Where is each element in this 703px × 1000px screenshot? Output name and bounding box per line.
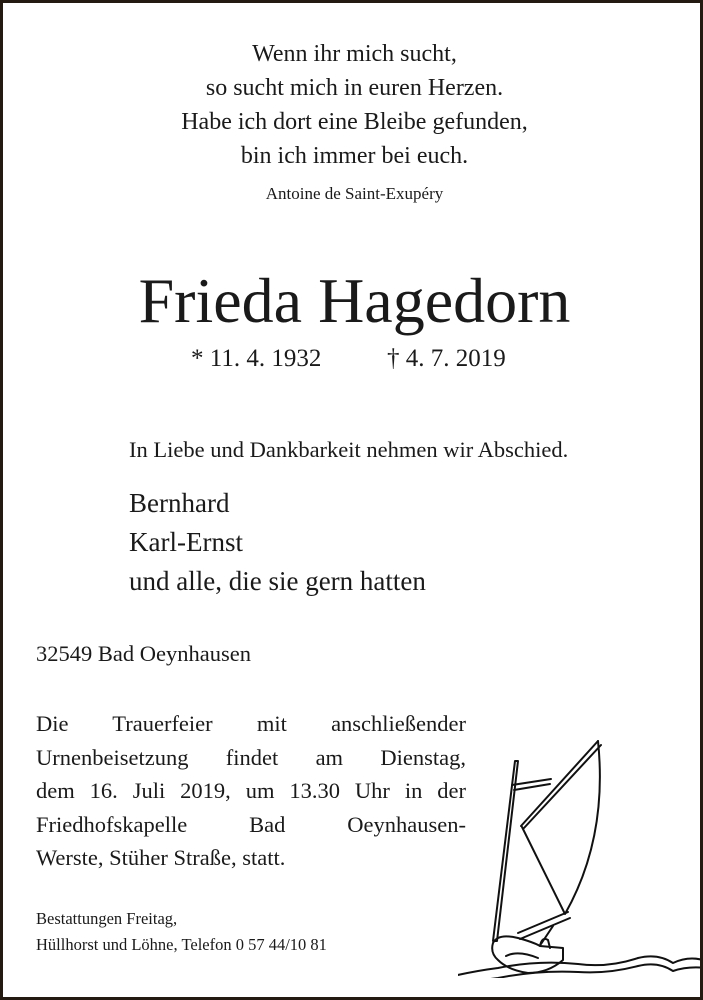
- mourners-list: [129, 484, 426, 601]
- sail: [522, 741, 600, 914]
- funeral-home: [36, 906, 327, 958]
- poem-quote: [3, 37, 703, 173]
- ceremony-line: Die Trauerfeier mit anschließender: [36, 711, 466, 736]
- funeral-home-contact: Hüllhorst und Löhne, Telefon 0 57 44/10 81: [36, 935, 327, 954]
- ceremony-info: [36, 707, 466, 875]
- quote-line: bin ich immer bei euch.: [240, 143, 469, 169]
- mourner: Bernhard: [129, 488, 230, 518]
- ceremony-line: Friedhofskapelle Bad Oeynhausen-: [36, 811, 466, 837]
- sailboat-illustration: [458, 728, 703, 978]
- death-date: † 4. 7. 2019: [387, 345, 506, 372]
- quote-line: Wenn ihr mich sucht,: [252, 41, 457, 67]
- ceremony-line: dem 16. Juli 2019, um 13.30 Uhr in der: [36, 778, 466, 803]
- mourner: und alle, die sie gern hatten: [129, 566, 426, 596]
- mourner: Karl-Ernst: [129, 527, 243, 557]
- quote-line: Habe ich dort eine Bleibe gefunden,: [181, 109, 528, 135]
- funeral-home-name: Bestattungen Freitag,: [36, 909, 178, 928]
- address: 32549 Bad Oeynhausen: [36, 641, 251, 666]
- ceremony-line: Werste, Stüher Straße, statt.: [36, 845, 286, 870]
- deceased-name: Frieda Hagedorn: [138, 265, 571, 336]
- quote-author: Antoine de Saint-Exupéry: [265, 184, 444, 203]
- ceremony-line: Urnenbeisetzung findet am Dienstag,: [36, 744, 466, 770]
- mast: [493, 761, 518, 941]
- farewell-text: In Liebe und Dankbarkeit nehmen wir Abschied.: [129, 437, 569, 462]
- quote-line: so sucht mich in euren Herzen.: [205, 75, 504, 101]
- birth-date: * 11. 4. 1932: [191, 345, 322, 372]
